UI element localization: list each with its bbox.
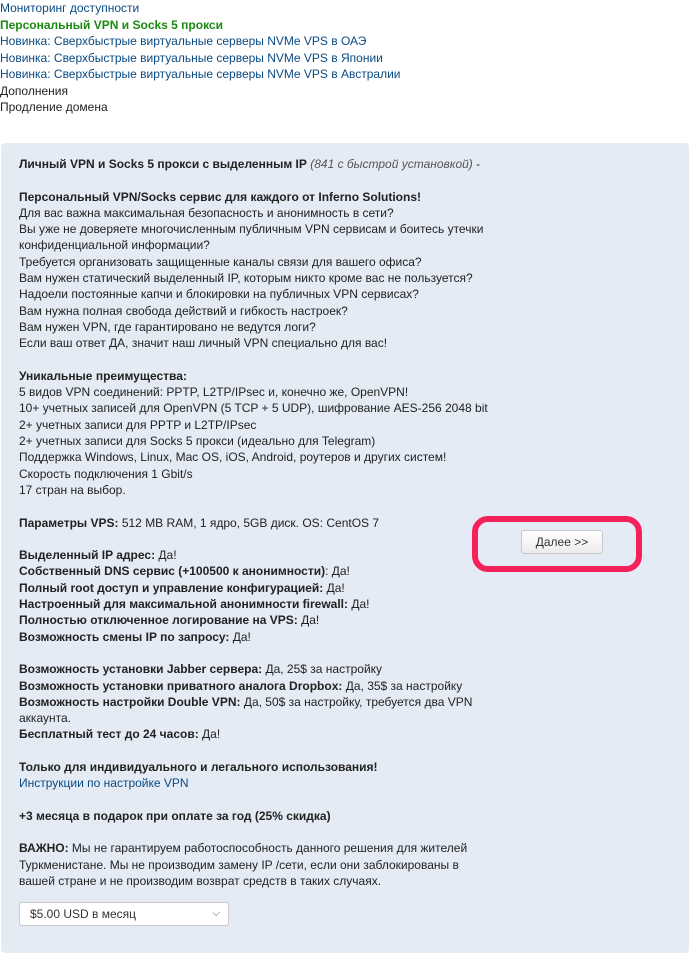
next-button[interactable]: Далее >> [521, 530, 603, 554]
intro-line: Для вас важна максимальная безопасность и анонимность в сети? [19, 205, 394, 220]
install-note: (841 с быстрой установкой) [310, 157, 473, 171]
nav-item-vps-uae[interactable]: Новинка: Сверхбыстрые виртуальные серверы NVMe VPS в ОАЭ [0, 34, 367, 48]
nav-item-vps-australia[interactable]: Новинка: Сверхбыстрые виртуальные серверы NVMe VPS в Австралии [0, 67, 401, 81]
feature-item: Выделенный IP адрес: Да! [19, 548, 177, 563]
intro-line: Требуется организовать защищенные каналы связи для вашего офиса? [19, 254, 422, 269]
instructions-link[interactable]: Инструкции по настройке VPN [19, 776, 189, 791]
advantage-item: 2+ учетных записи для Socks 5 прокси (идеально для Telegram) [19, 434, 376, 449]
feature-item: Собственный DNS сервис (+100500 к анонимности): Да! [19, 564, 350, 579]
nav-item-vpn-socks[interactable]: Персональный VPN и Socks 5 прокси [0, 17, 223, 32]
title-suffix: - [472, 157, 481, 171]
advantages-heading: Уникальные преимущества: [19, 368, 187, 383]
advantage-item: 10+ учетных записей для OpenVPN (5 TCP + 5 UDP), шифрование AES-256 2048 bit [19, 401, 488, 416]
warning-note: ВАЖНО: Мы не гарантируем работоспособность данного решения для жителей Туркменистане. Мы не производим замену IP /сети, если они заблокированы в вашей стране и не производим возврат средств в таких случаях. [19, 841, 468, 889]
advantage-item: 17 стран на выбор. [19, 482, 126, 497]
product-title: Личный VPN и Socks 5 прокси с выделенным IP [19, 157, 307, 171]
extra-item: Возможность установки приватного аналога Dropbox: Да, 35$ за настройку [19, 678, 463, 693]
intro-line: Вам нужна полная свобода действий и гибкость настроек? [19, 303, 348, 318]
billing-cycle-select[interactable] [19, 902, 229, 926]
vps-params: Параметры VPS: 512 MB RAM, 1 ядро, 5GB диск. OS: CentOS 7 [19, 515, 380, 530]
feature-item: Полный root доступ и управление конфигурацией: Да! [19, 580, 345, 595]
advantage-item: Скорость подключения 1 Gbit/s [19, 466, 193, 481]
sidebar-nav [0, 0, 699, 116]
feature-item: Настроенный для максимальной анонимности firewall: Да! [19, 597, 370, 612]
advantage-item: 2+ учетных записи для PPTP и L2TP/IPsec [19, 417, 257, 432]
product-panel [1, 143, 689, 953]
advantage-item: 5 видов VPN соединений: PPTP, L2TP/IPsec и, конечно же, OpenVPN! [19, 385, 409, 400]
intro-line: Вам нужен VPN, где гарантировано не ведутся логи? [19, 319, 316, 334]
nav-item-vps-japan[interactable]: Новинка: Сверхбыстрые виртуальные серверы NVMe VPS в Японии [0, 50, 383, 65]
product-description [19, 156, 494, 889]
feature-item: Полностью отключенное логирование на VPS: Да! [19, 613, 320, 628]
extra-item: Возможность настройки Double VPN: Да, 50$ за настройку, требуется два VPN аккаунта. [19, 694, 473, 726]
extra-item: Бесплатный тест до 24 часов: Да! [19, 727, 221, 742]
promo-note: +3 месяца в подарок при оплате за год (25% скидка) [19, 808, 331, 823]
advantage-item: Поддержка Windows, Linux, Mac OS, iOS, Android, роутеров и других систем! [19, 450, 447, 465]
intro-line: Вы уже не доверяете многочисленным публичным VPN сервисам и боитесь утечки конфиденциальной информации? [19, 222, 484, 253]
intro-line: Надоели постоянные капчи и блокировки на публичных VPN сервисах? [19, 287, 419, 302]
nav-item-monitoring[interactable]: Мониторинг доступности [0, 1, 140, 15]
nav-item-domain-renewal[interactable]: Продление домена [0, 100, 108, 114]
billing-cycle-value: $5.00 USD в месяц [30, 907, 137, 921]
intro-heading: Персональный VPN/Socks сервис для каждого от Inferno Solutions! [19, 189, 422, 204]
nav-item-addons[interactable]: Дополнения [0, 83, 68, 98]
intro-line: Вам нужен статический выделенный IP, которым никто кроме вас не пользуется? [19, 271, 473, 286]
instructions-link-line [19, 775, 494, 791]
intro-line: Если ваш ответ ДА, значит наш личный VPN специально для вас! [19, 336, 388, 351]
chevron-down-icon: ⌵ [212, 908, 220, 919]
legal-note: Только для индивидуального и легального использования! [19, 759, 378, 774]
product-title-line [19, 156, 494, 172]
extra-item: Возможность установки Jabber сервера: Да, 25$ за настройку [19, 662, 383, 677]
feature-item: Возможность смены IP по запросу: Да! [19, 629, 251, 644]
